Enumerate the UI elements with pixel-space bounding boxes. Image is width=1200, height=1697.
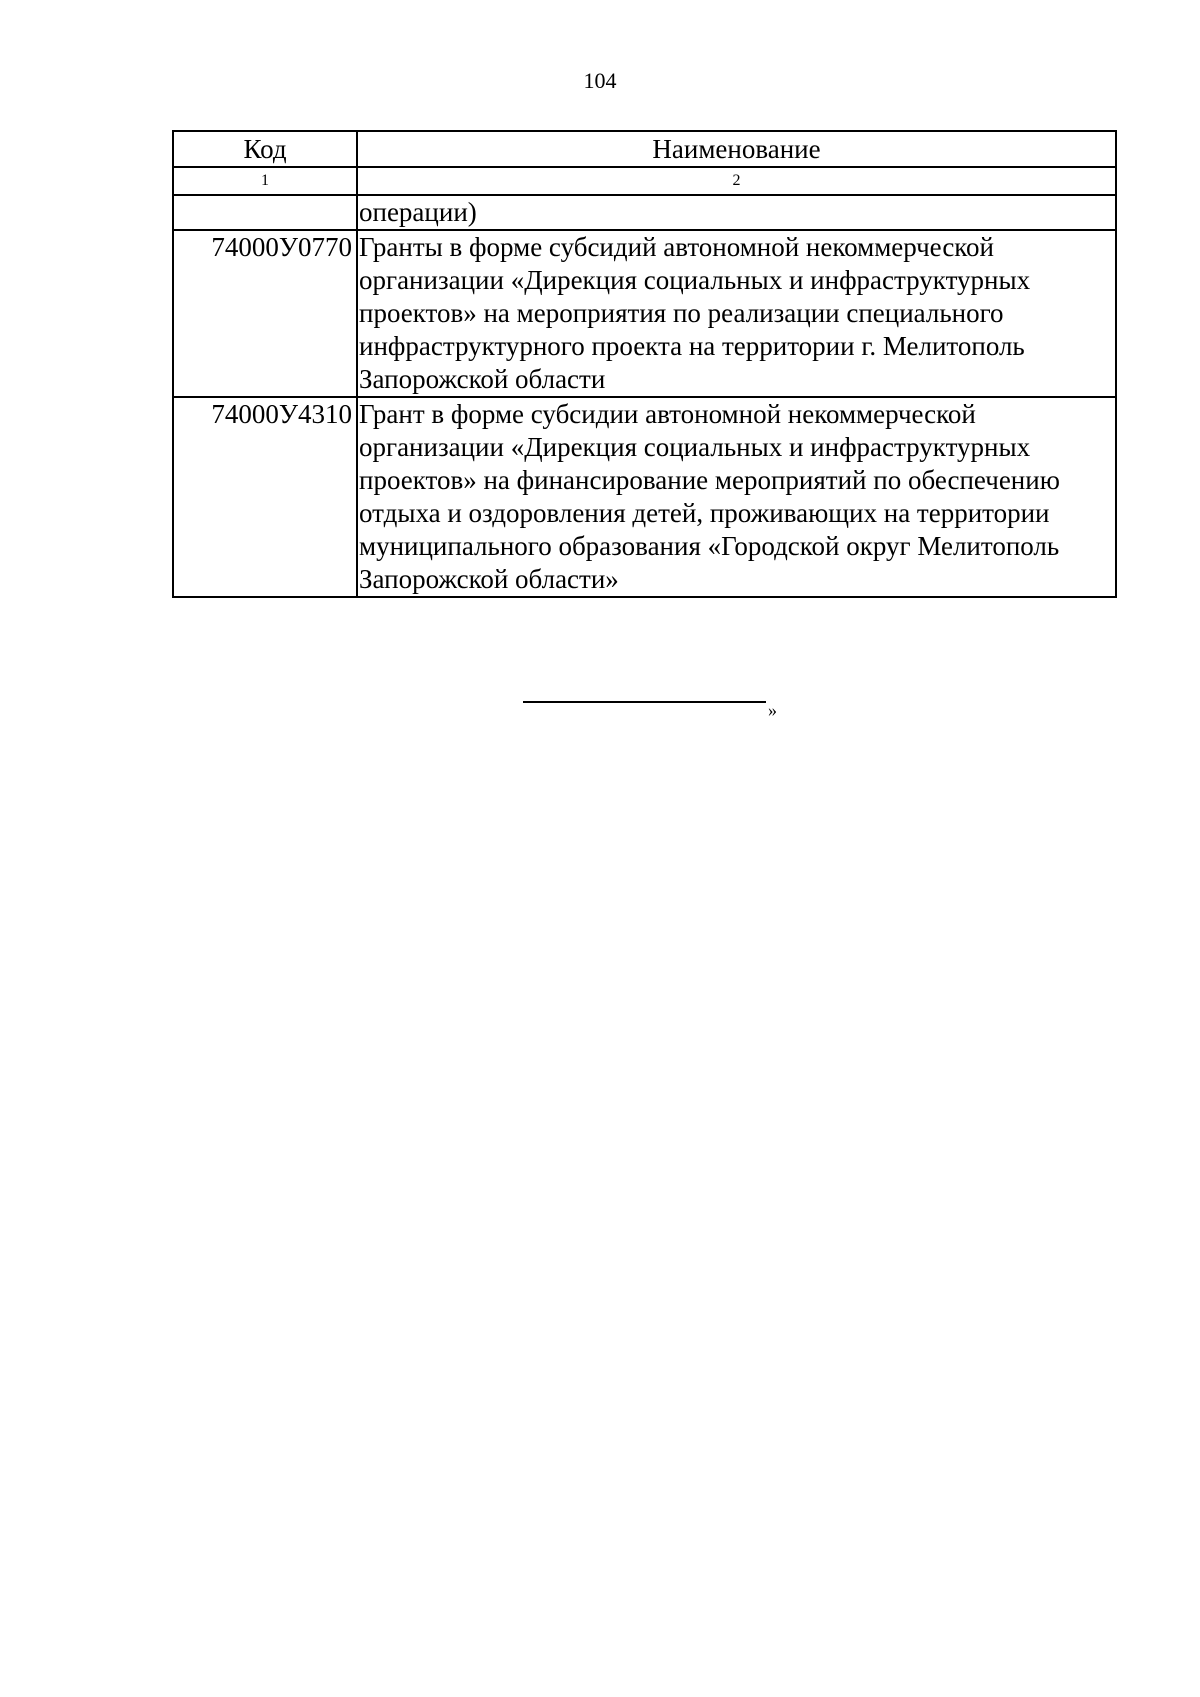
column-number-code: 1 (173, 167, 357, 195)
row-name-line: проектов» на финансирование мероприятий по обеспечению (359, 465, 1060, 495)
row-name-line: Гранты в форме субсидий автономной некоммерческой (359, 232, 995, 262)
row-name-line: операции) (359, 197, 477, 227)
row-name-line: проектов» на мероприятия по реализации специального (359, 298, 1004, 328)
row-code: 74000У0770 (173, 230, 357, 397)
row-name-line: организации «Дирекция социальных и инфраструктурных (359, 432, 1031, 462)
row-name-line: организации «Дирекция социальных и инфраструктурных (359, 265, 1031, 295)
row-name-line: отдыха и оздоровления детей, проживающих на территории (359, 498, 1050, 528)
table-row (173, 230, 1116, 397)
header-name: Наименование (357, 131, 1116, 167)
row-code (173, 195, 357, 230)
row-name-line: муниципального образования «Городской округ Мелитополь (359, 531, 1060, 561)
column-number-name: 2 (357, 167, 1116, 195)
page-number: 104 (583, 68, 617, 93)
row-name (357, 195, 1116, 230)
row-name-line: Запорожской области» (359, 564, 619, 594)
row-name (357, 230, 1116, 397)
row-name-line: Запорожской области (359, 364, 606, 394)
header-code: Код (173, 131, 357, 167)
column-number-row (173, 167, 1116, 195)
row-name (357, 397, 1116, 597)
row-name-line: Грант в форме субсидии автономной некоммерческой (359, 399, 976, 429)
closing-rule (523, 701, 766, 703)
table-header-row (173, 131, 1116, 167)
table-row (173, 195, 1116, 230)
budget-code-table (172, 130, 1117, 598)
closing-quote-mark: » (768, 700, 777, 720)
row-code: 74000У4310 (173, 397, 357, 597)
table-row (173, 397, 1116, 597)
row-name-line: инфраструктурного проекта на территории г. Мелитополь (359, 331, 1025, 361)
